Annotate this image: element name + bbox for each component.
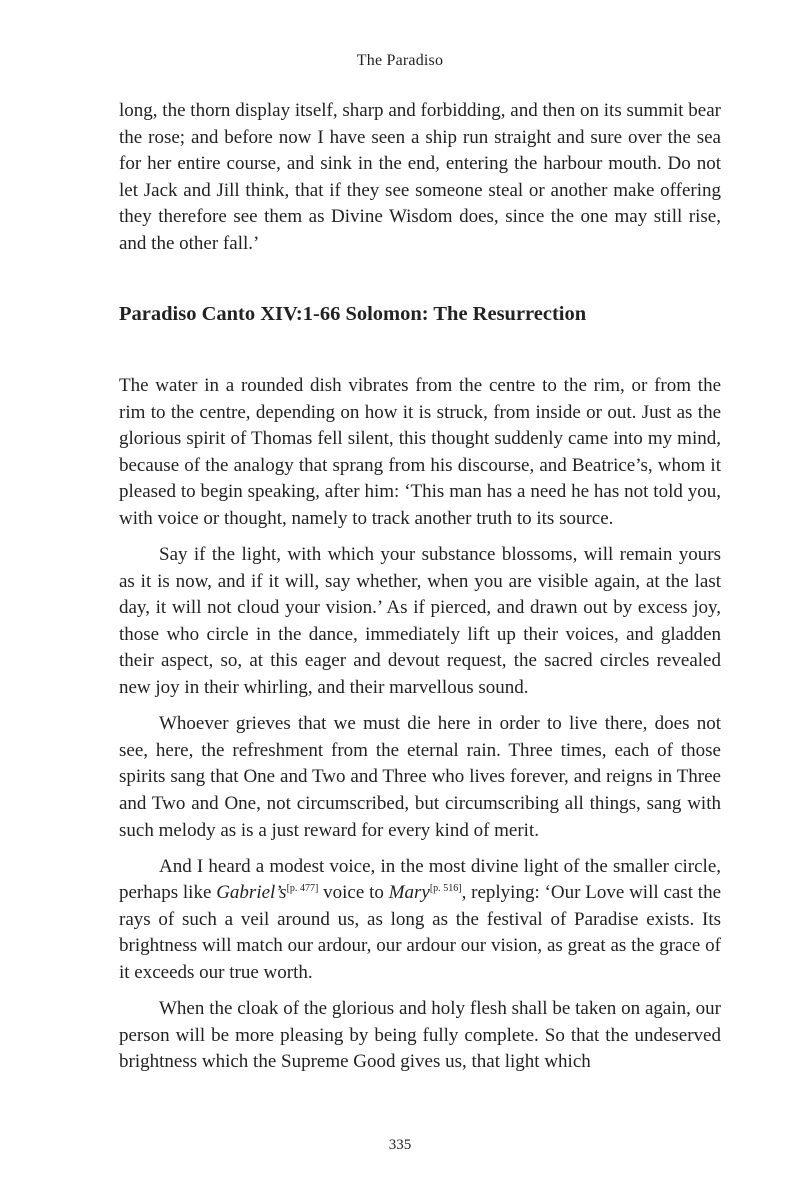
running-head: The Paradiso: [356, 52, 444, 69]
body-text: [119, 373, 721, 1076]
page-number: 335: [388, 1137, 412, 1153]
mary-page-ref[interactable]: [p. 516]: [429, 883, 462, 895]
paragraph-4-text-a: And I heard a modest voice, in the most divine light of the smaller circle, perhaps like: [119, 855, 721, 904]
paragraph-4-text-b: voice to: [318, 882, 389, 904]
mary-name: Mary: [388, 882, 430, 904]
paragraph-4: [119, 854, 721, 987]
paragraph-2: Say if the light, with which your substance blossoms, will remain yours as it is now, and if it will, say whether, when you are visible again, at the last day, it will not cloud your vision.’ As if pierced, and drawn out by excess joy, those who circle in the dance, immediately lift up their voices, and gladden their aspect, so, at this eager and devout request, the sacred circles revealed new joy in their whirling, and their marvellous sound.: [119, 544, 721, 699]
paragraph-3: Whoever grieves that we must die here in order to live there, does not see, here, the refreshment from the eternal rain. Three times, each of those spirits sang that One and Two and Three who lives forever, and reigns in Three and Two and One, not circumscribed, but circumscribing all things, sang with such melody as is a just reward for every kind of merit.: [119, 713, 721, 841]
paragraph-continued-text: long, the thorn display itself, sharp and forbidding, and then on its summit bear the rose; and before now I have seen a ship run straight and sure over the sea for her entire course, and sink in the end, entering the harbour mouth. Do not let Jack and Jill think, that if they see someone steal or another make offering they therefore see them as Divine Wisdom does, since the one may still rise, and the other fall.’: [119, 100, 721, 254]
paragraph-4-text-c: , replying: ‘Our Love will cast the rays of such a veil around us, as long as the festival of Paradise exists. Its brightness will match our ardour, our ardour our vision, as great as the grace of it exceeds our true worth.: [119, 882, 722, 983]
paragraph-1: The water in a rounded dish vibrates from the centre to the rim, or from the rim to the centre, depending on how it is struck, from inside or out. Just as the glorious spirit of Thomas fell silent, this thought suddenly came into my mind, because of the analogy that sprang from his discourse, and Beatrice’s, whom it pleased to begin speaking, after him: ‘This man has a need he has not told you, with voice or thought, namely to track another truth to its source.: [119, 375, 721, 529]
continued-paragraph: [119, 98, 721, 258]
gabriel-page-ref[interactable]: [p. 477]: [286, 883, 319, 895]
gabriel-name: Gabriel’s: [216, 882, 287, 904]
paragraph-5: When the cloak of the glorious and holy flesh shall be taken on again, our person will be more pleasing by being fully complete. So that the undeserved brightness which the Supreme Good gives us, that light which: [119, 998, 721, 1073]
section-heading: Paradiso Canto XIV:1-66 Solomon: The Resurrection: [119, 303, 587, 325]
